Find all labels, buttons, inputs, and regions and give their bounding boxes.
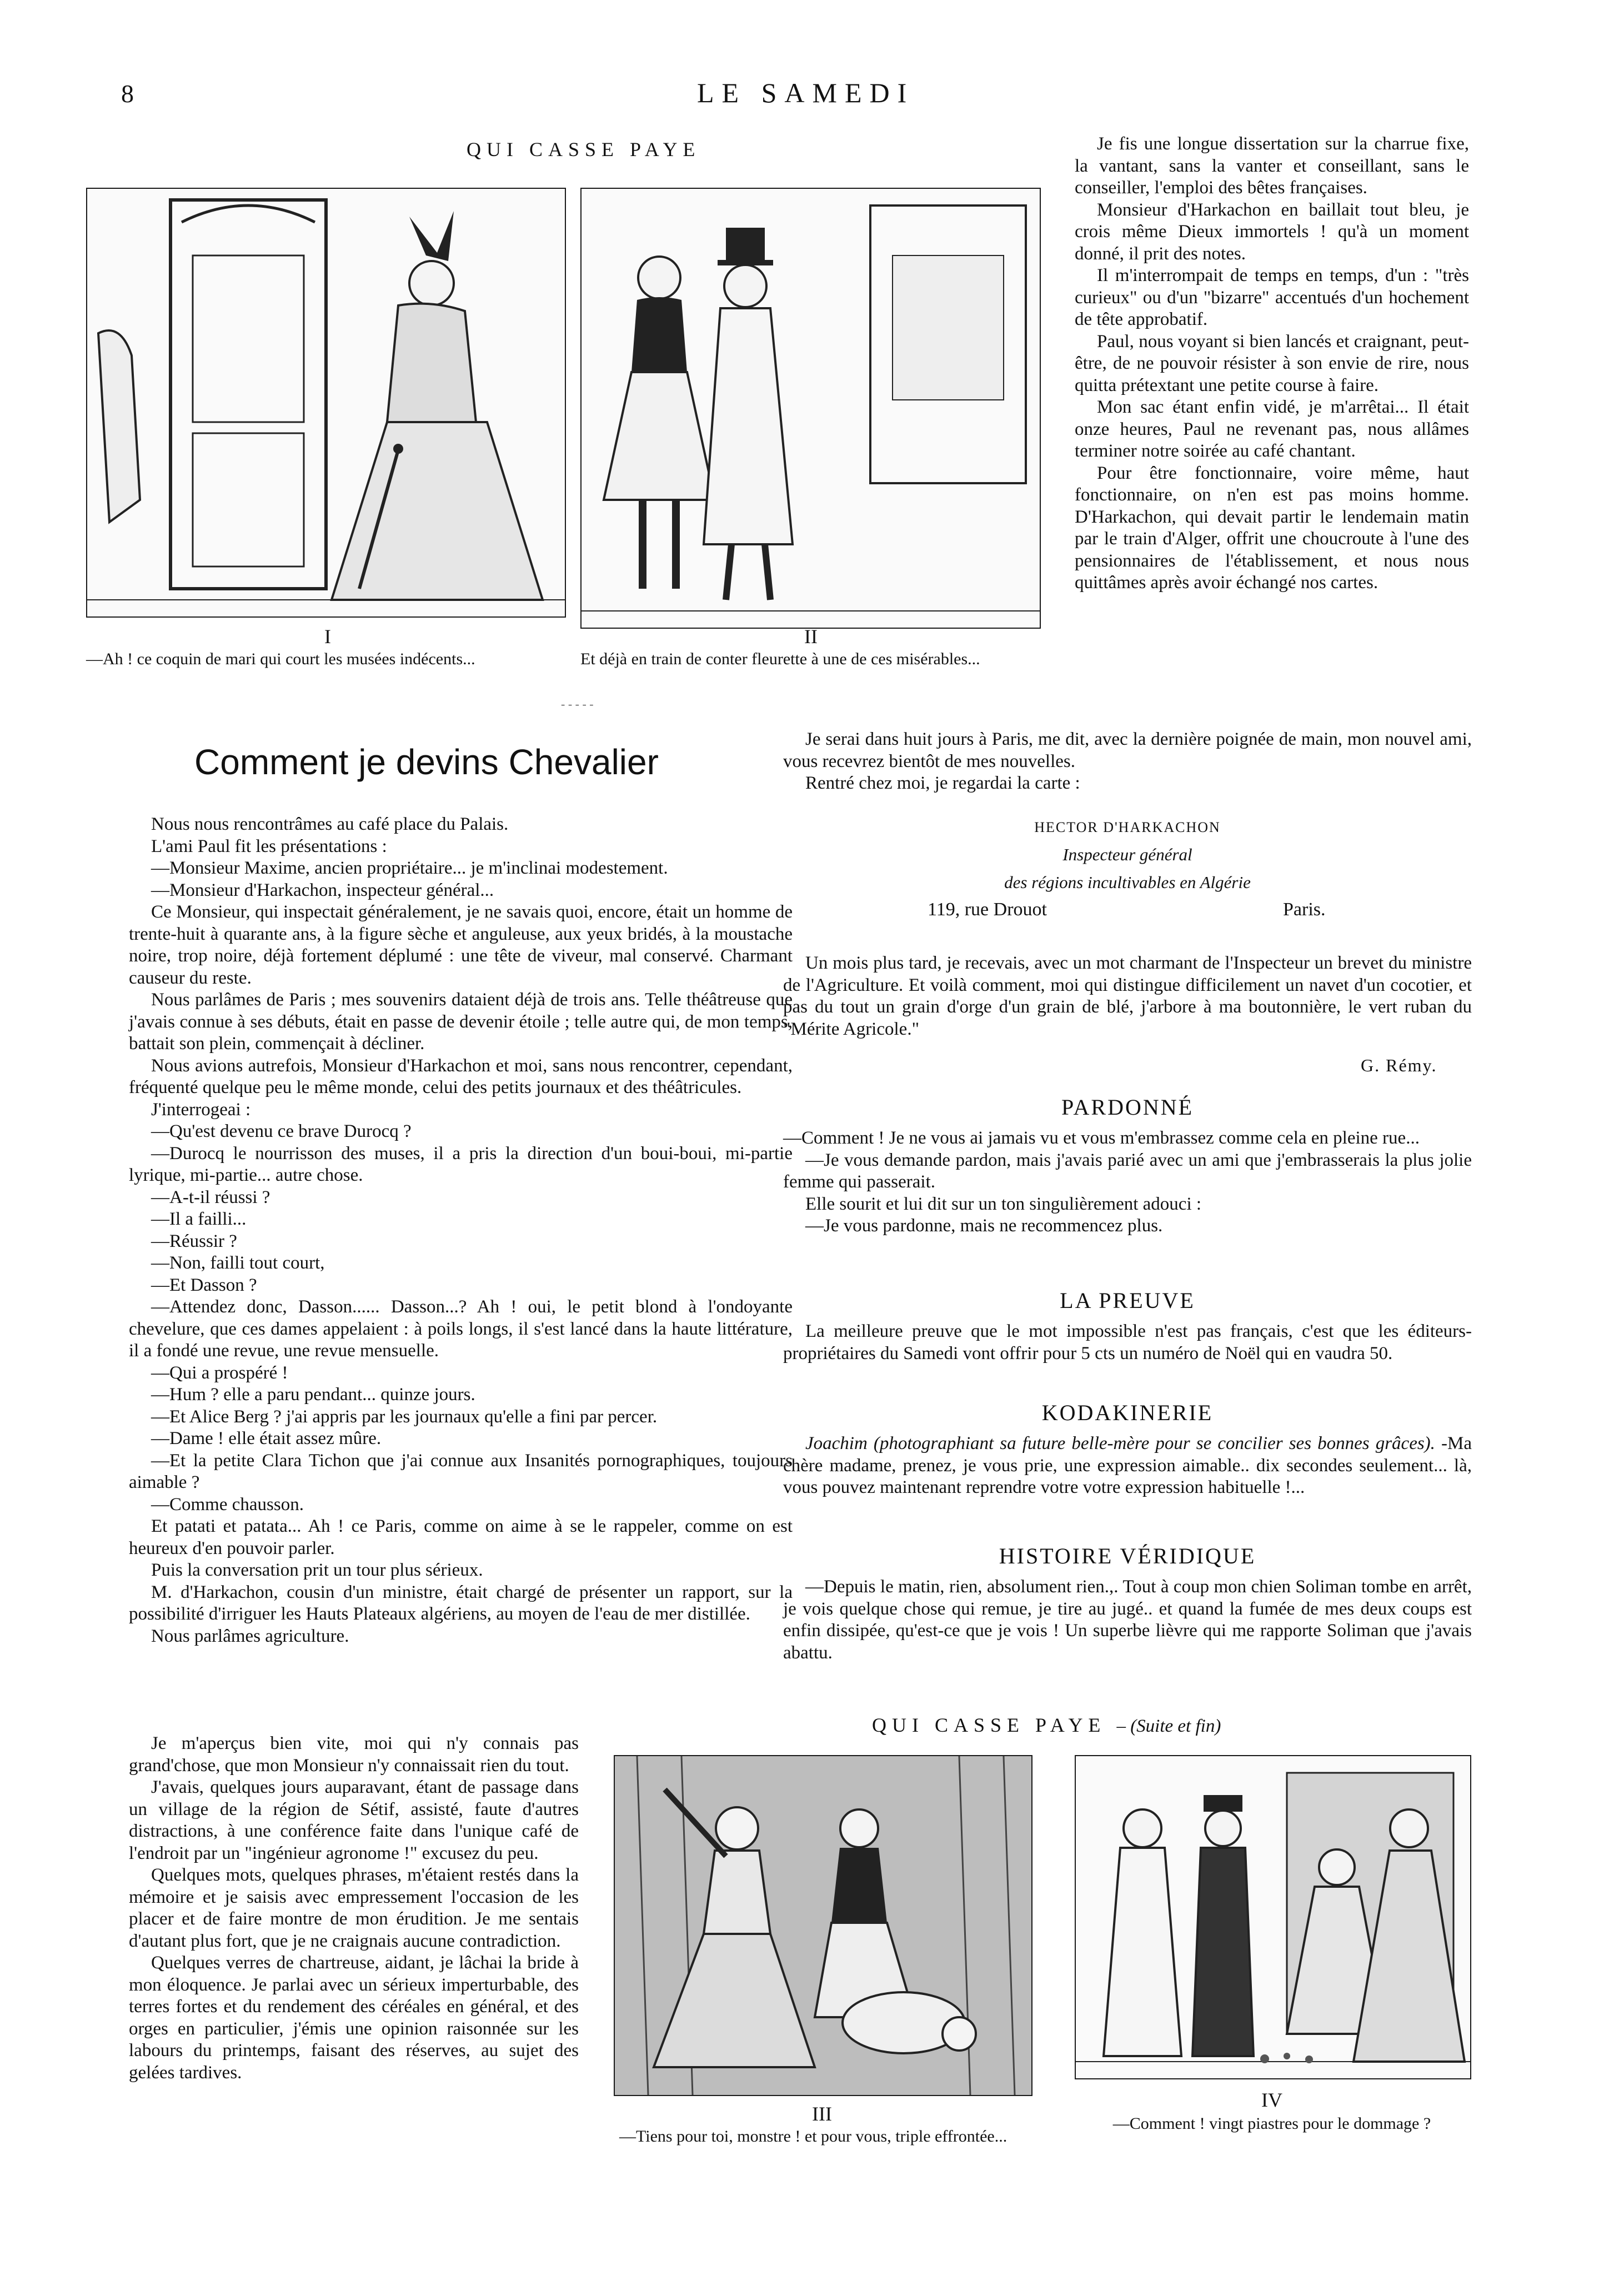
paragraph: M. d'Harkachon, cousin d'un ministre, était chargé de présenter un rapport, sur la possibilité d'irriguer les Hauts Plateaux algériens, au moyen de l'eau de mer distillée. — [129, 1582, 793, 1624]
preuve-title: LA PREUVE — [1060, 1288, 1195, 1313]
paragraph: Nous nous rencontrâmes au café place du Palais. — [151, 814, 509, 834]
article-right-continuation — [783, 729, 1472, 795]
panel-caption-1: —Ah ! ce coquin de mari qui court les musées indécents... — [86, 650, 475, 668]
paragraph: —Et Alice Berg ? j'ai appris par les journaux qu'elle a fini par percer. — [151, 1406, 658, 1427]
histoire-title: HISTOIRE VÉRIDIQUE — [999, 1543, 1256, 1568]
panel-numeral-3: III — [812, 2103, 832, 2125]
article-closing — [783, 953, 1472, 1040]
panel-caption-4: —Comment ! vingt piastres pour le dommage ? — [1112, 2114, 1431, 2133]
kodak-italic: Joachim (photographiant sa future belle-mère pour se concilier ses bonnes grâces). — [805, 1433, 1435, 1453]
paragraph: —Depuis le matin, rien, absolument rien.,. Tout à coup mon chien Soliman tombe en arrêt, je vois quelque chose qui remue, je tire au jugé.. et quand la fumée de mes deux coups est enfin dissipée, qu'est-ce que je vois ! Un superbe lièvre qui me rapporte Soliman que j'avais abattu. — [783, 1577, 1472, 1663]
woman-striking-drawing — [615, 1756, 1031, 2095]
paragraph: Il m'interrompait de temps en temps, d'un : "très curieux" ou d'un "bizarre" accentués d'un hochement de tête approbatif. — [1075, 265, 1469, 329]
panel-numeral-1: I — [324, 625, 331, 648]
paragraph: Quelques mots, quelques phrases, m'étaient restés dans la mémoire et je saisis avec empressement l'occasion de les placer et de faire montre de mon érudition. Je me sentais d'autant plus fort, que je ne craignais aucune contradiction. — [129, 1865, 579, 1951]
paragraph: —Il a failli... — [151, 1209, 247, 1229]
paragraph: Paul, nous voyant si bien lancés et craignant, peut-être, de ne pouvoir résister à son envie de rire, nous quitta prétextant une petite course à faire. — [1075, 331, 1469, 395]
paragraph: Nous avions autrefois, Monsieur d'Harkachon et moi, sans nous rencontrer, cependant, fréquenté quelque peu le même monde, celui des petits journaux et des théâtricules. — [129, 1055, 793, 1097]
paragraph — [783, 1433, 1472, 1499]
paragraph: Rentré chez moi, je regardai la carte : — [805, 773, 1080, 793]
article-left-column — [129, 814, 793, 1647]
paragraph: —Comme chausson. — [151, 1494, 304, 1515]
illustration-panel-2 — [580, 188, 1041, 629]
paragraph: —Durocq le nourrisson des muses, il a pris la direction d'un boui-boui, mi-partie lyrique, mi-partie... autre chose. — [129, 1143, 793, 1185]
woman-peeking-drawing — [87, 189, 565, 616]
article-narrow-column — [129, 1733, 579, 2084]
damages-scene-drawing — [1076, 1756, 1470, 2078]
paragraph: —Qui a prospéré ! — [151, 1362, 288, 1383]
illustration-panel-4 — [1075, 1755, 1471, 2079]
paragraph: —Comment ! Je ne vous ai jamais vu et vous m'embrassez comme cela en pleine rue... — [783, 1128, 1420, 1148]
card-title-2: des régions incultivables en Algérie — [1004, 873, 1251, 892]
paragraph: —A-t-il réussi ? — [151, 1187, 270, 1207]
panel-caption-2: Et déjà en train de conter fleurette à une de ces misérables... — [580, 650, 980, 668]
paragraph: Puis la conversation prit un tour plus sérieux. — [151, 1560, 483, 1580]
card-address: 119, rue Drouot — [928, 899, 1047, 920]
paragraph: —Dame ! elle était assez mûre. — [151, 1428, 382, 1448]
kodak-title: KODAKINERIE — [1041, 1400, 1214, 1425]
paragraph: Nous parlâmes de Paris ; mes souvenirs dataient déjà de trois ans. Telle théâtreuse que j'avais connue à ses débuts, était en passe de devenir étoile ; telle autre qui, de mon temps, battait son plein, commençait à décliner. — [129, 990, 793, 1054]
paragraph: J'avais, quelques jours auparavant, étant de passage dans un village de la région de Sétif, assisté, faute d'autres distractions, à une conférence faite dans l'unique café de l'endroit par un "ingénieur agronome !" excusez du peu. — [129, 1777, 579, 1863]
card-city: Paris. — [1283, 899, 1326, 920]
paragraph: L'ami Paul fit les présentations : — [151, 836, 387, 856]
paragraph: Nous parlâmes agriculture. — [151, 1626, 349, 1646]
histoire-body — [783, 1576, 1472, 1664]
paragraph: —Attendez donc, Dasson...... Dasson...? Ah ! oui, le petit blond à l'ondoyante chevelure, que ces dames appelaient : à poils longs, il s'est lancé dans la haute littérature, il a fondé une revue, une revue mensuelle. — [129, 1297, 793, 1361]
paragraph: —Et la petite Clara Tichon que j'ai connue aux Insanités pornographiques, toujours aimable ? — [129, 1450, 793, 1492]
kodak-body — [783, 1433, 1472, 1499]
illustration-panel-3 — [614, 1755, 1032, 2096]
preuve-body — [783, 1321, 1472, 1365]
strip-title-top: QUI CASSE PAYE — [467, 138, 701, 161]
paragraph: —Qu'est devenu ce brave Durocq ? — [151, 1121, 412, 1141]
illustration-panel-1 — [86, 188, 566, 618]
paragraph: J'interrogeai : — [151, 1099, 251, 1120]
pardonne-body — [783, 1127, 1472, 1237]
strip-title-bottom — [872, 1713, 1221, 1737]
journal-title: LE SAMEDI — [697, 77, 915, 108]
article-title: Comment je devins Chevalier — [194, 742, 659, 782]
paragraph: Et patati et patata... Ah ! ce Paris, comme on aime à se le rappeler, comme on est heureux d'en pouvoir parler. — [129, 1516, 793, 1558]
flirting-couple-drawing — [582, 189, 1040, 628]
paragraph: Pour être fonctionnaire, voire même, haut fonctionnaire, on n'en est pas moins homme. D'Harkachon, qui devait partir le lendemain matin par le train d'Alger, offrit une choucroute à l'une des pensionnaires de l'établissement, et nous nous quittâmes après avoir échangé nos cartes. — [1075, 463, 1469, 593]
paragraph: —Monsieur d'Harkachon, inspecteur général... — [151, 880, 494, 900]
paragraph: Monsieur d'Harkachon en baillait tout bleu, je crois même Dieux immortels ! qu'à un moment donné, il prit des notes. — [1075, 199, 1469, 264]
paragraph: —Non, failli tout court, — [151, 1253, 325, 1273]
paragraph: Je fis une longue dissertation sur la charrue fixe, la vantant, sans la vanter et conseillant, sans le conseiller, l'emploi des bêtes françaises. — [1075, 134, 1469, 198]
card-name: HECTOR D'HARKACHON — [1034, 819, 1221, 835]
separator: - - - - - — [561, 697, 594, 711]
strip-title-bottom-text: QUI CASSE PAYE — [872, 1714, 1106, 1736]
paragraph: Je m'aperçus bien vite, moi qui n'y connais pas grand'chose, que mon Monsieur n'y connaissait rien du tout. — [129, 1733, 579, 1776]
pardonne-title: PARDONNÉ — [1061, 1095, 1194, 1120]
panel-caption-3: —Tiens pour toi, monstre ! et pour vous, triple effrontée... — [619, 2127, 1007, 2145]
kodak-text: -Ma chère madame, prenez, je vous prie, une expression aimable.. dix secondes seulement... là, vous pouvez maintenant reprendre votre votre expression habituelle !... — [783, 1433, 1472, 1497]
paragraph: Je serai dans huit jours à Paris, me dit, avec la dernière poignée de main, mon nouvel ami, vous recevrez bientôt de mes nouvelles. — [783, 729, 1472, 771]
right-top-column — [1075, 133, 1469, 594]
paragraph: —Hum ? elle a paru pendant... quinze jours. — [151, 1385, 475, 1405]
paragraph: —Réussir ? — [151, 1231, 237, 1251]
paragraph: Elle sourit et lui dit sur un ton singulièrement adouci : — [805, 1194, 1202, 1214]
paragraph: Ce Monsieur, qui inspectait généralement, je ne savais quoi, encore, était un homme de trente-huit à quarante ans, à la figure sèche et anguleuse, aux yeux bridés, à la moustache noire, trop noire, déjà fortement déplumé : une tête de viveur, mal conservé. Charmant causeur du reste. — [129, 902, 793, 988]
strip-title-suffix: – (Suite et fin) — [1116, 1716, 1221, 1736]
panel-numeral-4: IV — [1261, 2089, 1282, 2111]
signature: G. Rémy. — [1361, 1055, 1437, 1075]
paragraph: Un mois plus tard, je recevais, avec un mot charmant de l'Inspecteur un brevet du ministre de l'Agriculture. Et voilà comment, moi qui distingue difficilement un navet d'un cocotier, et pas du tout un grain d'orge d'un grain de blé, j'arbore à ma boutonnière, le vert ruban du "Mérite Agricole." — [783, 953, 1472, 1039]
paragraph: —Et Dasson ? — [151, 1275, 257, 1295]
card-title-1: Inspecteur général — [1062, 845, 1192, 864]
paragraph: —Je vous pardonne, mais ne recommencez plus. — [805, 1216, 1163, 1236]
paragraph: La meilleure preuve que le mot impossible n'est pas français, c'est que les éditeurs-propriétaires du Samedi vont offrir pour 5 cts un numéro de Noël qui en vaudra 50. — [783, 1321, 1472, 1363]
paragraph: —Je vous demande pardon, mais j'avais parié avec un ami que j'embrasserais la plus jolie femme qui passerait. — [783, 1150, 1472, 1192]
visiting-card — [783, 819, 1472, 924]
paragraph: —Monsieur Maxime, ancien propriétaire... je m'inclinai modestement. — [151, 858, 668, 878]
paragraph: Quelques verres de chartreuse, aidant, je lâchai la bride à mon éloquence. Je parlai avec un sérieux imperturbable, des terres fortes et du rendement des céréales en général, et des orges en particulier, j'émis une opinion raisonnée sur les labours du printemps, faisant des réserves, au sujet des gelées tardives. — [129, 1953, 579, 2083]
panel-numeral-2: II — [804, 625, 818, 648]
paragraph: Mon sac étant enfin vidé, je m'arrêtai... Il était onze heures, Paul ne revenant pas, nous allâmes terminer notre soirée au café chantant. — [1075, 397, 1469, 461]
page-number: 8 — [121, 79, 134, 108]
